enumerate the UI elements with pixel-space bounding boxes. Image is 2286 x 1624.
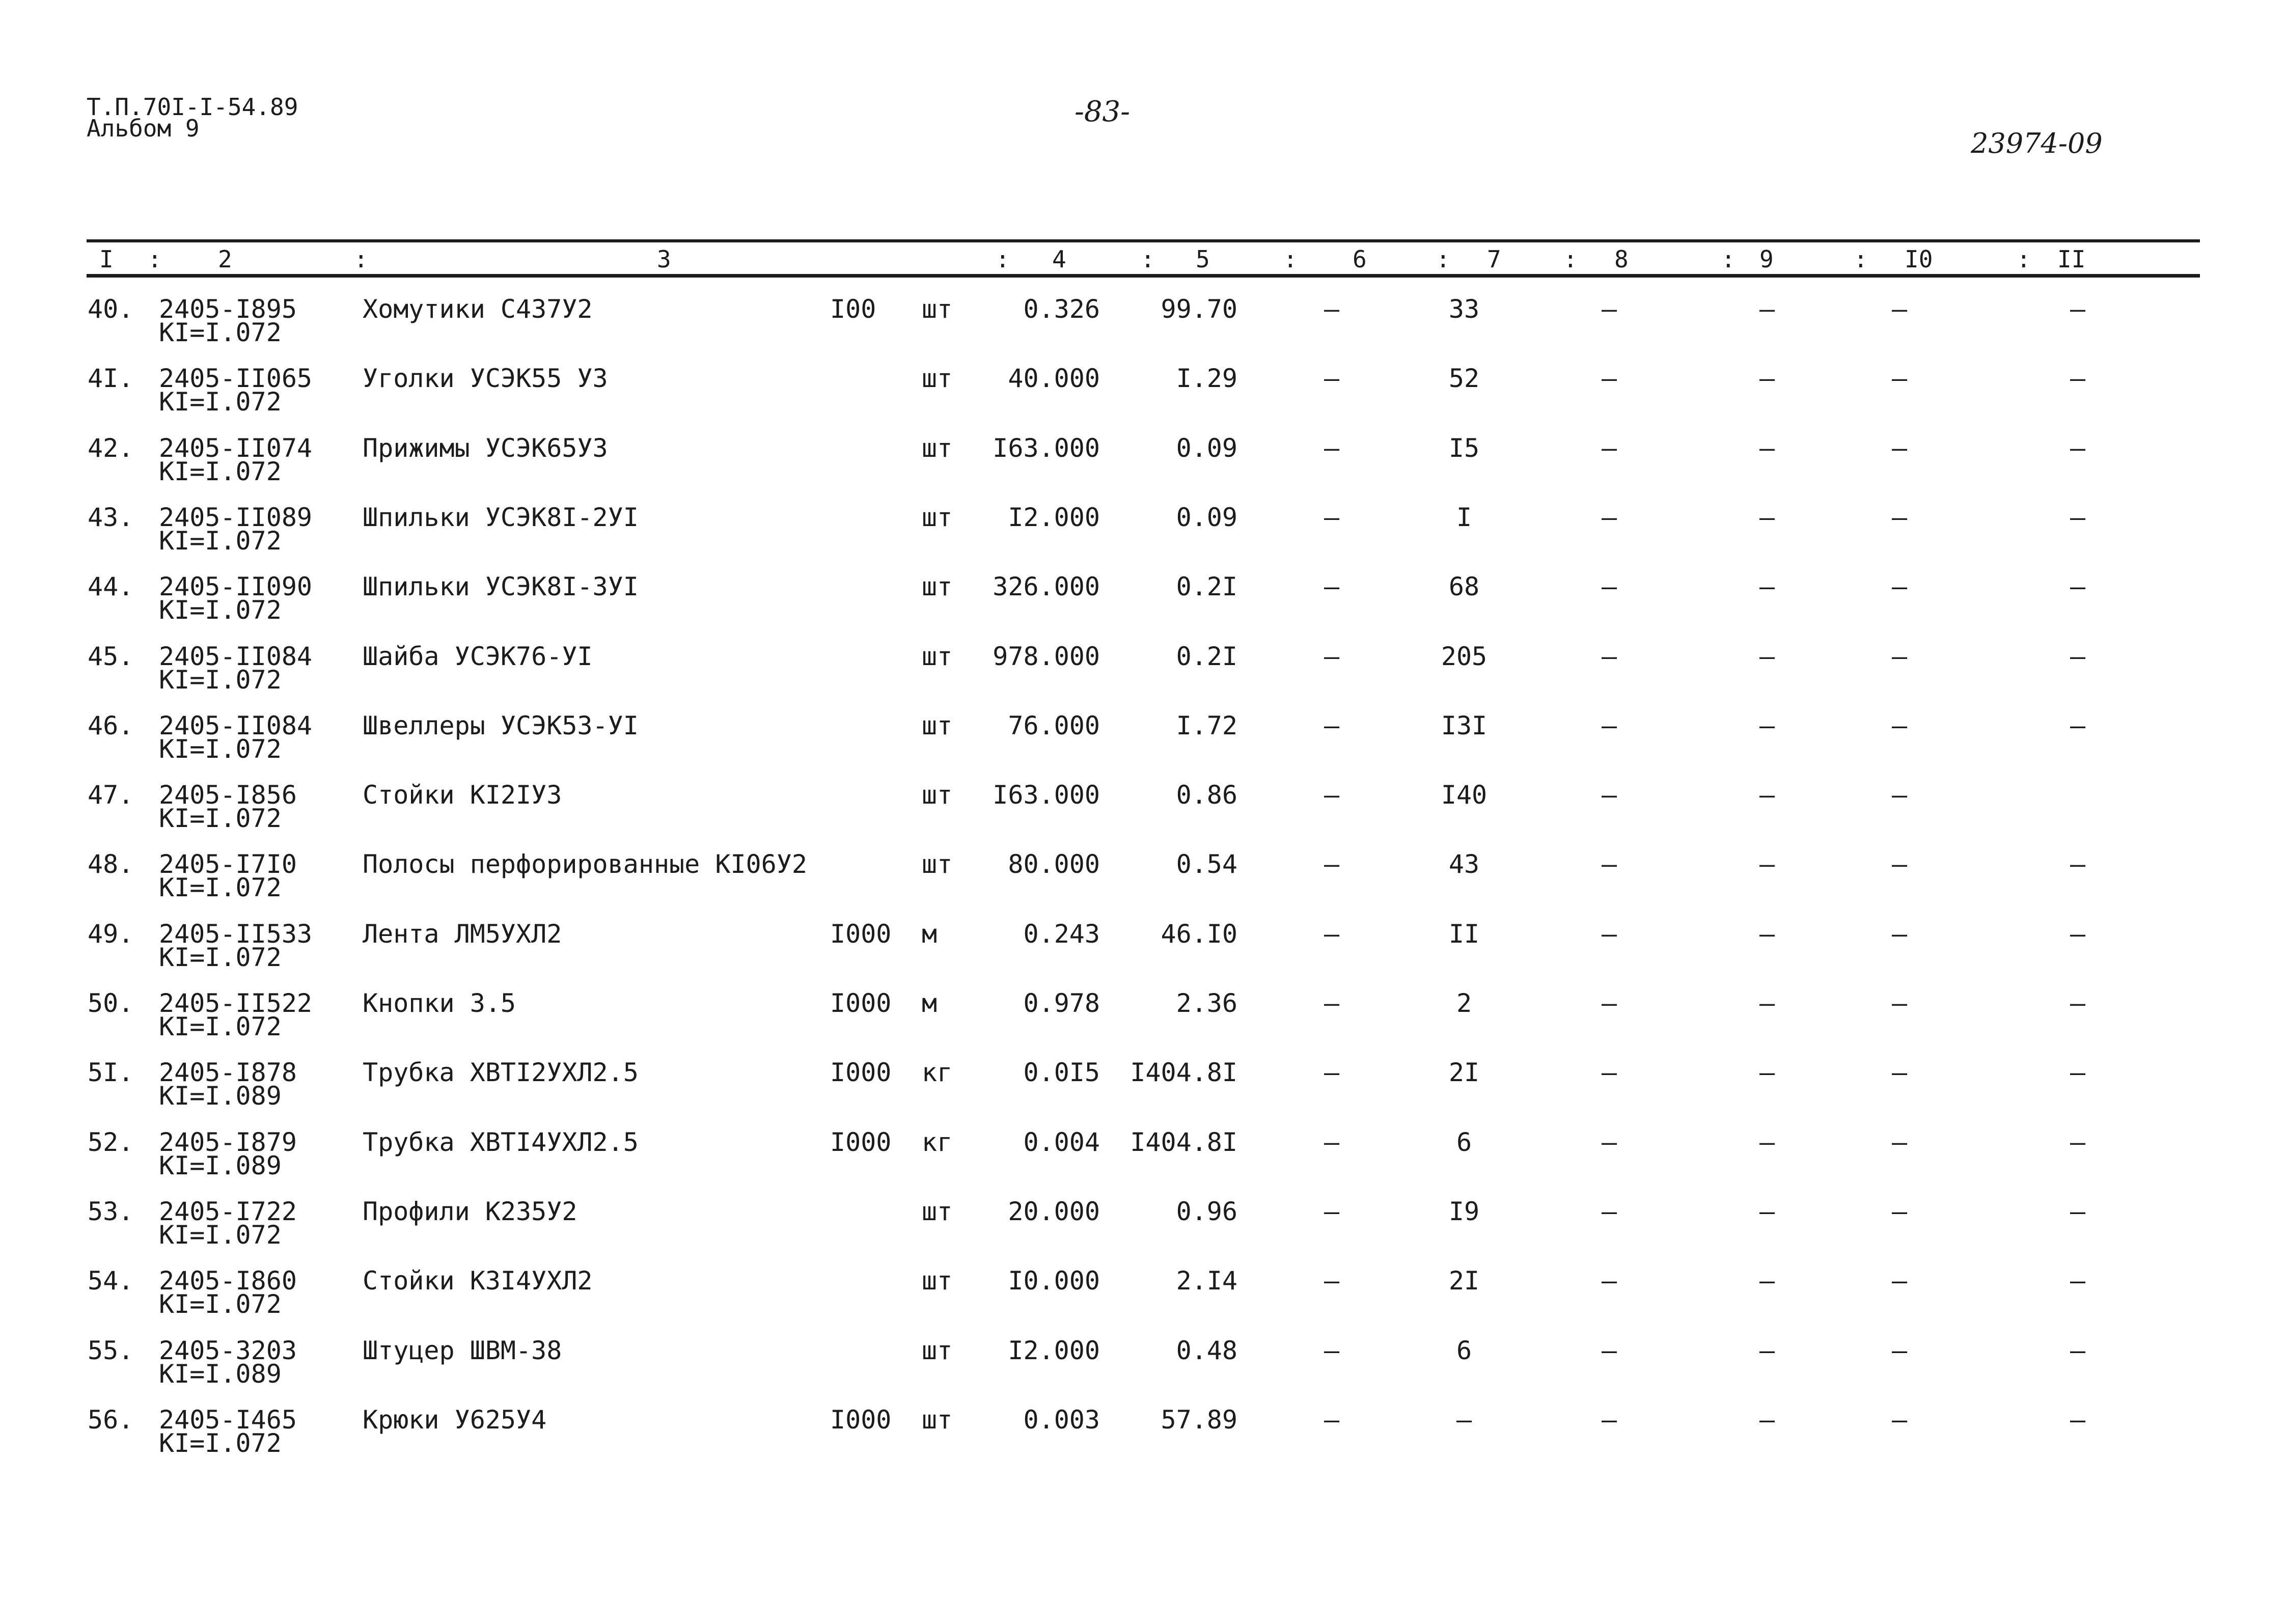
column-9-value: –	[1759, 1405, 1775, 1435]
column-11-value: –	[2070, 364, 2086, 393]
column-header-5: 5	[1196, 245, 1210, 273]
column-10-value: –	[1891, 642, 1908, 671]
column-header-10: I0	[1905, 245, 1933, 273]
price-code: 2405-II522	[159, 988, 313, 1018]
column-4-value: I63.000	[993, 780, 1100, 810]
price-coefficient: KI=I.072	[159, 943, 282, 972]
column-10-value: –	[1891, 711, 1908, 740]
column-5-value: 0.2I	[1176, 642, 1237, 671]
price-code: 2405-I878	[159, 1058, 297, 1087]
column-6-value: –	[1324, 1266, 1340, 1296]
price-code: 2405-I879	[159, 1127, 297, 1157]
unit-of-measure: шт	[922, 780, 953, 810]
column-11-value: –	[2070, 711, 2086, 740]
column-8-value: –	[1601, 364, 1617, 393]
column-4-value: 326.000	[993, 572, 1100, 601]
column-10-value: –	[1891, 572, 1908, 601]
column-5-value: 99.70	[1161, 294, 1237, 324]
row-number: 47.	[88, 780, 134, 810]
column-separator: :	[2017, 245, 2031, 273]
table-row	[0, 296, 2286, 366]
price-code: 2405-II065	[159, 364, 313, 393]
column-10-value: –	[1891, 1197, 1908, 1226]
column-4-value: 0.003	[1023, 1405, 1100, 1435]
price-coefficient: KI=I.089	[159, 1151, 282, 1180]
column-10-value: –	[1891, 1127, 1908, 1157]
column-7-value: I9	[1448, 1197, 1480, 1226]
unit-of-measure: шт	[922, 433, 953, 463]
column-9-value: –	[1759, 1336, 1775, 1365]
column-8-value: –	[1601, 1197, 1617, 1226]
column-5-value: I.29	[1176, 364, 1237, 393]
price-coefficient: KI=I.072	[159, 804, 282, 833]
column-6-value: –	[1324, 364, 1340, 393]
page-number: -83-	[1075, 95, 1131, 128]
unit-of-measure: шт	[922, 642, 953, 671]
column-6-value: –	[1324, 503, 1340, 532]
column-8-value: –	[1601, 780, 1617, 810]
column-11-value: –	[2070, 1405, 2086, 1435]
table-row	[0, 1199, 2286, 1268]
table-row	[0, 990, 2286, 1060]
unit-of-measure: шт	[922, 1197, 953, 1226]
column-9-value: –	[1759, 1058, 1775, 1087]
column-9-value: –	[1759, 503, 1775, 532]
price-coefficient: KI=I.072	[159, 526, 282, 556]
column-4-value: I2.000	[1008, 503, 1100, 532]
column-5-value: I.72	[1176, 711, 1237, 740]
column-8-value: –	[1601, 503, 1617, 532]
column-4-value: I63.000	[993, 433, 1100, 463]
price-code: 2405-I465	[159, 1405, 297, 1435]
material-name: Шайба УСЭК76-УI	[363, 642, 593, 671]
row-number: 53.	[88, 1197, 134, 1226]
column-11-value: –	[2070, 1336, 2086, 1365]
column-10-value: –	[1891, 919, 1908, 949]
column-5-value: 0.09	[1176, 433, 1237, 463]
column-11-value: –	[2070, 294, 2086, 324]
column-5-value: 0.86	[1176, 780, 1237, 810]
column-separator: :	[1563, 245, 1578, 273]
column-8-value: –	[1601, 1058, 1617, 1087]
column-8-value: –	[1601, 988, 1617, 1018]
column-5-value: 0.09	[1176, 503, 1237, 532]
unit-of-measure: шт	[922, 364, 953, 393]
column-4-value: 0.978	[1023, 988, 1100, 1018]
column-11-value: –	[2070, 1127, 2086, 1157]
column-8-value: –	[1601, 572, 1617, 601]
column-9-value: –	[1759, 1266, 1775, 1296]
table-row	[0, 1127, 2286, 1199]
row-number: 48.	[88, 849, 134, 879]
column-11-value: –	[2070, 919, 2086, 949]
price-coefficient: KI=I.072	[159, 1220, 282, 1250]
price-code: 2405-II084	[159, 711, 313, 740]
unit-of-measure: шт	[922, 294, 953, 324]
unit-of-measure: шт	[922, 572, 953, 601]
column-7-value: 6	[1456, 1127, 1472, 1157]
column-6-value: –	[1324, 433, 1340, 463]
column-11-value: –	[2070, 1058, 2086, 1087]
column-9-value: –	[1759, 1127, 1775, 1157]
row-number: 49.	[88, 919, 134, 949]
unit-of-measure: шт	[922, 1266, 953, 1296]
column-10-value: –	[1891, 1336, 1908, 1365]
price-coefficient: KI=I.072	[159, 595, 282, 625]
price-coefficient: KI=I.072	[159, 734, 282, 764]
column-5-value: 0.96	[1176, 1197, 1237, 1226]
price-coefficient: KI=I.072	[159, 665, 282, 695]
column-7-value: 2I	[1448, 1266, 1480, 1296]
price-coefficient: KI=I.072	[159, 1012, 282, 1041]
column-separator: :	[1283, 245, 1298, 273]
column-separator: :	[996, 245, 1010, 273]
column-header-3: 3	[657, 245, 671, 273]
column-6-value: –	[1324, 1336, 1340, 1365]
column-11-value: –	[2070, 503, 2086, 532]
column-header-2: 2	[218, 245, 232, 273]
material-name: Лента ЛМ5УХЛ2	[363, 919, 562, 949]
column-6-value: –	[1324, 642, 1340, 671]
column-9-value: –	[1759, 642, 1775, 671]
unit-of-measure: шт	[922, 1405, 953, 1435]
material-name: Кнопки 3.5	[363, 988, 516, 1018]
price-coefficient: KI=I.072	[159, 1428, 282, 1458]
column-11-value: –	[2070, 849, 2086, 879]
price-code: 2405-I895	[159, 294, 297, 324]
unit-of-measure: шт	[922, 711, 953, 740]
column-7-value: 33	[1448, 294, 1480, 324]
column-header-11: II	[2057, 245, 2086, 273]
unit-of-measure: кг	[922, 1058, 953, 1087]
row-number: 42.	[88, 433, 134, 463]
column-4-value: 80.000	[1008, 849, 1100, 879]
column-5-value: I404.8I	[1130, 1058, 1237, 1087]
column-4-value: 0.004	[1023, 1127, 1100, 1157]
column-separator: :	[148, 245, 162, 273]
column-8-value: –	[1601, 1336, 1617, 1365]
document-code: Т.П.70I-I-54.89	[87, 93, 298, 121]
column-7-value: 6	[1456, 1336, 1472, 1365]
column-8-value: –	[1601, 642, 1617, 671]
material-name: Штуцер ШВМ-38	[363, 1336, 562, 1365]
table-row	[0, 1268, 2286, 1337]
column-separator: :	[354, 245, 368, 273]
column-5-value: 0.54	[1176, 849, 1237, 879]
column-header-4: 4	[1052, 245, 1066, 273]
table-row	[0, 782, 2286, 851]
material-name: Крюки У625У4	[363, 1405, 547, 1435]
album-label: Альбом 9	[87, 115, 200, 142]
material-name: Шпильки УСЭК8I-2УI	[363, 503, 639, 532]
column-8-value: –	[1601, 433, 1617, 463]
price-coefficient: KI=I.072	[159, 387, 282, 417]
column-7-value: 2	[1456, 988, 1472, 1018]
row-number: 5I.	[88, 1058, 134, 1087]
unit-of-measure: м	[922, 919, 938, 949]
column-5-value: 2.36	[1176, 988, 1237, 1018]
column-5-value: I404.8I	[1130, 1127, 1237, 1157]
column-8-value: –	[1601, 1266, 1617, 1296]
material-name: Прижимы УСЭК65У3	[363, 433, 608, 463]
column-header-9: 9	[1759, 245, 1774, 273]
table-row	[0, 574, 2286, 643]
column-7-value: I40	[1441, 780, 1488, 810]
material-name: Шпильки УСЭК8I-3УI	[363, 572, 639, 601]
table-row	[0, 851, 2286, 921]
price-code: 2405-II090	[159, 572, 313, 601]
material-name: Полосы перфорированные KI06У2	[363, 849, 807, 879]
column-4-value: 978.000	[993, 642, 1100, 671]
column-8-value: –	[1601, 294, 1617, 324]
column-4-value: 40.000	[1008, 364, 1100, 393]
table-row	[0, 1060, 2286, 1129]
row-number: 44.	[88, 572, 134, 601]
row-number: 56.	[88, 1405, 134, 1435]
unit-of-measure: шт	[922, 503, 953, 532]
column-10-value: –	[1891, 1266, 1908, 1296]
unit-of-measure: шт	[922, 849, 953, 879]
material-name: Стойки KI2IУ3	[363, 780, 562, 810]
column-8-value: –	[1601, 711, 1617, 740]
material-name: Трубка ХВТI2УХЛ2.5	[363, 1058, 639, 1087]
price-code: 2405-II533	[159, 919, 313, 949]
column-10-value: –	[1891, 988, 1908, 1018]
material-name: Стойки К3I4УХЛ2	[363, 1266, 593, 1296]
column-7-value: 52	[1448, 364, 1480, 393]
column-4-value: 76.000	[1008, 711, 1100, 740]
unit-of-measure: шт	[922, 1336, 953, 1365]
column-10-value: –	[1891, 1405, 1908, 1435]
material-name: Хомутики С437У2	[363, 294, 593, 324]
column-header-8: 8	[1614, 245, 1629, 273]
column-9-value: –	[1759, 1197, 1775, 1226]
table-row	[0, 713, 2286, 782]
column-5-value: 0.48	[1176, 1336, 1237, 1365]
column-4-value: 0.326	[1023, 294, 1100, 324]
unit-multiplier: I000	[830, 1058, 892, 1087]
table-row	[0, 366, 2286, 435]
column-7-value: 2I	[1448, 1058, 1480, 1087]
material-name: Трубка ХВТI4УХЛ2.5	[363, 1127, 639, 1157]
column-11-value: –	[2070, 642, 2086, 671]
column-7-value: I5	[1448, 433, 1480, 463]
column-header-1: I	[99, 245, 114, 273]
price-code: 2405-II084	[159, 642, 313, 671]
column-11-value: –	[2070, 433, 2086, 463]
column-9-value: –	[1759, 849, 1775, 879]
column-4-value: 0.243	[1023, 919, 1100, 949]
table-row	[0, 644, 2286, 713]
column-9-value: –	[1759, 988, 1775, 1018]
price-code: 2405-I722	[159, 1197, 297, 1226]
row-number: 55.	[88, 1336, 134, 1365]
column-separator: :	[1854, 245, 1868, 273]
column-separator: :	[1141, 245, 1155, 273]
table-row	[0, 505, 2286, 574]
price-code: 2405-I856	[159, 780, 297, 810]
column-10-value: –	[1891, 433, 1908, 463]
column-7-value: 205	[1441, 642, 1488, 671]
column-10-value: –	[1891, 503, 1908, 532]
row-number: 54.	[88, 1266, 134, 1296]
column-6-value: –	[1324, 780, 1340, 810]
column-11-value: –	[2070, 1266, 2086, 1296]
column-6-value: –	[1324, 294, 1340, 324]
row-number: 46.	[88, 711, 134, 740]
column-7-value: II	[1448, 919, 1480, 949]
table-row	[0, 921, 2286, 990]
column-5-value: 57.89	[1161, 1405, 1237, 1435]
column-7-value: 68	[1448, 572, 1480, 601]
column-9-value: –	[1759, 294, 1775, 324]
material-name: Швеллеры УСЭК53-УI	[363, 711, 639, 740]
price-code: 2405-3203	[159, 1336, 297, 1365]
column-9-value: –	[1759, 364, 1775, 393]
unit-of-measure: м	[922, 988, 938, 1018]
column-separator: :	[1721, 245, 1736, 273]
unit-multiplier: I00	[830, 294, 876, 324]
row-number: 50.	[88, 988, 134, 1018]
column-11-value: –	[2070, 572, 2086, 601]
column-6-value: –	[1324, 1197, 1340, 1226]
table-row	[0, 435, 2286, 505]
column-6-value: –	[1324, 849, 1340, 879]
column-separator: :	[1436, 245, 1450, 273]
column-4-value: I0.000	[1008, 1266, 1100, 1296]
table-row	[0, 1407, 2286, 1476]
price-coefficient: KI=I.089	[159, 1359, 282, 1389]
price-coefficient: KI=I.072	[159, 457, 282, 486]
unit-multiplier: I000	[830, 1127, 892, 1157]
column-8-value: –	[1601, 849, 1617, 879]
column-6-value: –	[1324, 1058, 1340, 1087]
column-8-value: –	[1601, 1127, 1617, 1157]
unit-of-measure: кг	[922, 1127, 953, 1157]
unit-multiplier: I000	[830, 1405, 892, 1435]
column-5-value: 2.I4	[1176, 1266, 1237, 1296]
column-6-value: –	[1324, 919, 1340, 949]
price-code: 2405-II089	[159, 503, 313, 532]
column-10-value: –	[1891, 780, 1908, 810]
row-number: 4I.	[88, 364, 134, 393]
column-7-value: –	[1456, 1405, 1472, 1435]
column-10-value: –	[1891, 294, 1908, 324]
column-10-value: –	[1891, 364, 1908, 393]
column-11-value: –	[2070, 1197, 2086, 1226]
column-4-value: 0.0I5	[1023, 1058, 1100, 1087]
column-7-value: 43	[1448, 849, 1480, 879]
row-number: 43.	[88, 503, 134, 532]
column-6-value: –	[1324, 572, 1340, 601]
column-8-value: –	[1601, 1405, 1617, 1435]
column-4-value: 20.000	[1008, 1197, 1100, 1226]
row-number: 52.	[88, 1127, 134, 1157]
column-9-value: –	[1759, 572, 1775, 601]
price-coefficient: KI=I.089	[159, 1081, 282, 1111]
column-header-7: 7	[1487, 245, 1501, 273]
row-number: 45.	[88, 642, 134, 671]
column-5-value: 46.I0	[1161, 919, 1237, 949]
price-coefficient: KI=I.072	[159, 318, 282, 347]
column-9-value: –	[1759, 780, 1775, 810]
column-9-value: –	[1759, 711, 1775, 740]
material-name: Профили К235У2	[363, 1197, 577, 1226]
unit-multiplier: I000	[830, 988, 892, 1018]
column-10-value: –	[1891, 1058, 1908, 1087]
column-11-value: –	[2070, 988, 2086, 1018]
column-9-value: –	[1759, 919, 1775, 949]
material-name: Уголки УСЭК55 У3	[363, 364, 608, 393]
unit-multiplier: I000	[830, 919, 892, 949]
inventory-number: 23974-09	[1971, 127, 2103, 159]
column-4-value: I2.000	[1008, 1336, 1100, 1365]
table-row	[0, 1338, 2286, 1407]
column-header-6: 6	[1353, 245, 1367, 273]
column-7-value: I3I	[1441, 711, 1488, 740]
column-5-value: 0.2I	[1176, 572, 1237, 601]
column-9-value: –	[1759, 433, 1775, 463]
price-code: 2405-I860	[159, 1266, 297, 1296]
price-coefficient: KI=I.072	[159, 1289, 282, 1319]
price-code: 2405-II074	[159, 433, 313, 463]
column-6-value: –	[1324, 988, 1340, 1018]
price-code: 2405-I7I0	[159, 849, 297, 879]
row-number: 40.	[88, 294, 134, 324]
column-6-value: –	[1324, 1405, 1340, 1435]
column-7-value: I	[1456, 503, 1472, 532]
column-8-value: –	[1601, 919, 1617, 949]
column-6-value: –	[1324, 711, 1340, 740]
price-coefficient: KI=I.072	[159, 873, 282, 902]
column-6-value: –	[1324, 1127, 1340, 1157]
column-10-value: –	[1891, 849, 1908, 879]
